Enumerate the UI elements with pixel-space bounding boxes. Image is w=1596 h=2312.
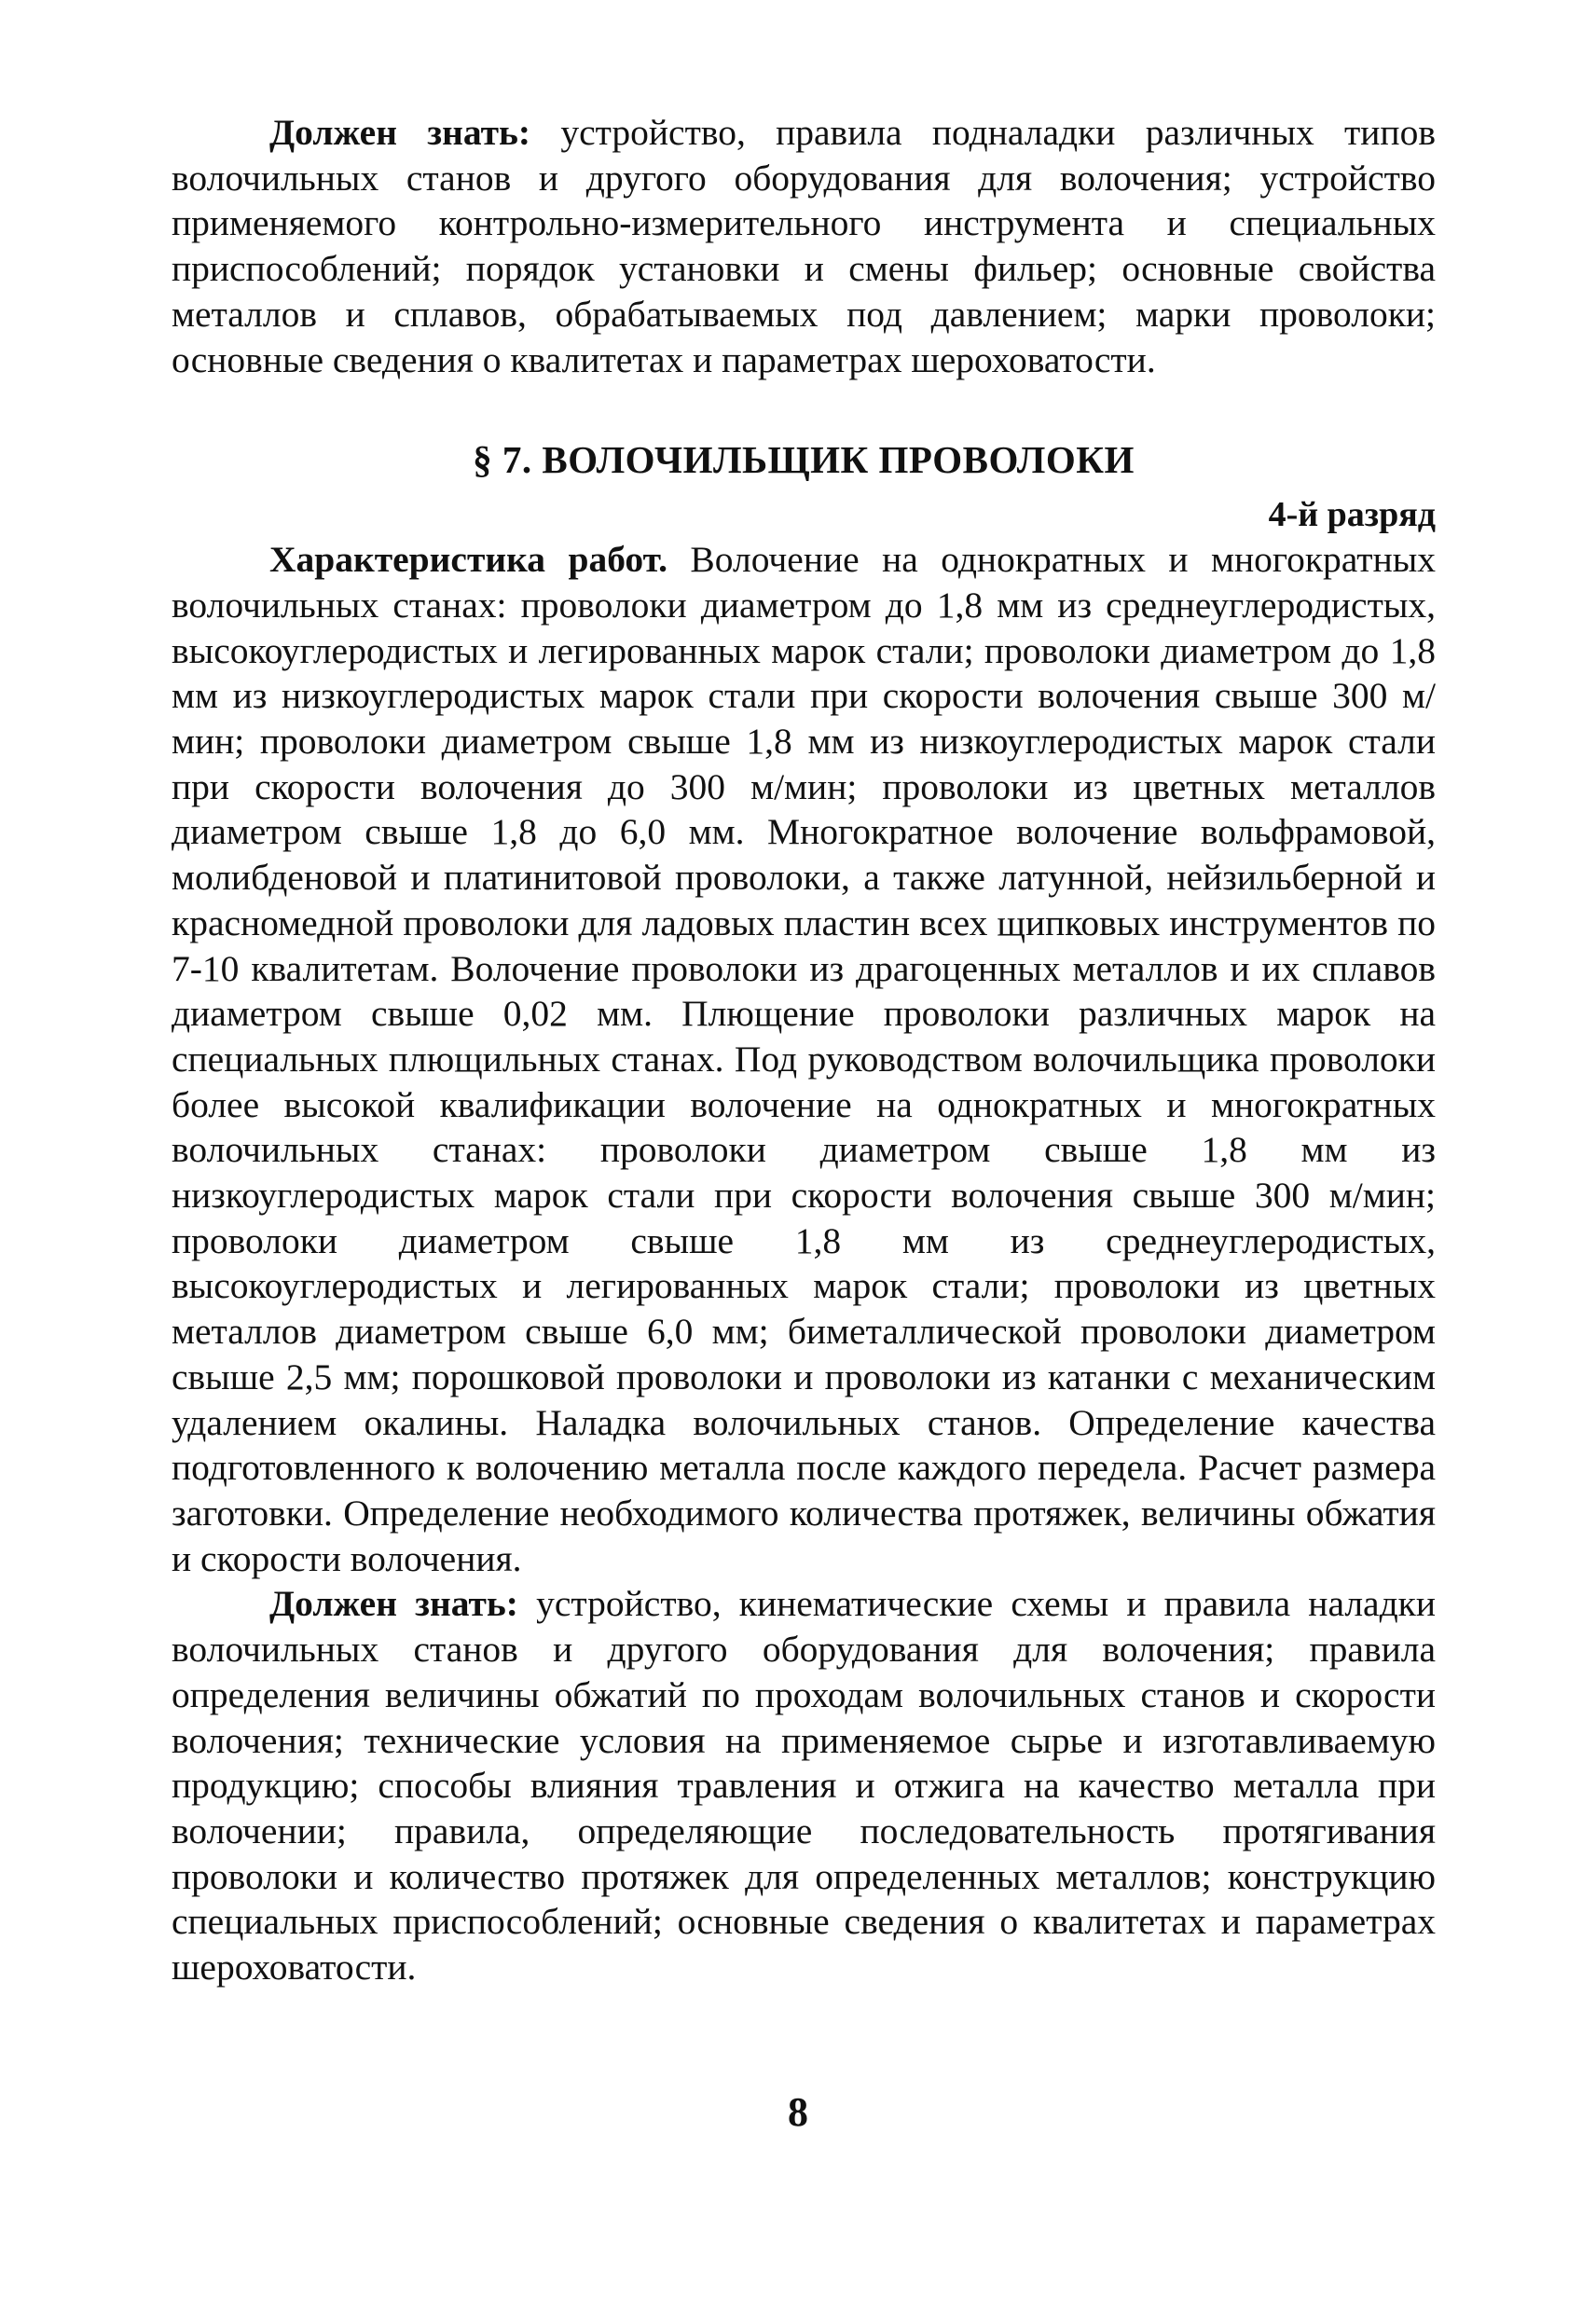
knowledge-text: устройство, кинематические схемы и правила наладки волочильных станов и другого оборудования для волочения; правила определения величины обжатий по проходам волочильных станов и скорости волочения; технические условия на применяемое сырье и изготавливаемую продукцию; способы влияния травления и отжига на качество металла при волочении; правила, определяющие последовательность протягивания проволоки и количество протяжек для определенных металлов; конструкцию специальных приспособлений; основные сведения о квалитетах и параметрах шероховатости.: [172, 1583, 1436, 1989]
knowledge-lead: Должен знать:: [269, 1583, 518, 1625]
intro-paragraph: [172, 110, 1436, 382]
characteristics-text: Волочение на однократных и многократных волочильных станах: проволоки диаметром до 1,8 мм из среднеуглеродистых, высокоуглеродистых и легированных марок стали; проволоки диаметром до 1,8 мм из низкоуглеродистых марок стали при скорости волочения свыше 300 м/мин; проволоки диаметром свыше 1,8 мм из низкоуглеродистых марок стали при скорости волочения до 300 м/мин; проволоки из цветных металлов диаметром свыше 1,8 до 6,0 мм. Многократное волочение вольфрамовой, молибденовой и платинитовой проволоки, а также латунной, нейзильберной и красномедной проволоки для ладовых пластин всех щипковых инструментов по 7-10 квалитетам. Волочение проволоки из драгоценных металлов и их сплавов диаметром свыше 0,02 мм. Плющение проволоки различных марок на специальных плющильных станах. Под руководством волочильщика проволоки более высокой квалификации волочение на однократных и многократных волочильных станах: проволоки диаметром свыше 1,8 мм из низкоуглеродистых марок стали при скорости волочения свыше 300 м/мин; проволоки диаметром свыше 1,8 мм из среднеуглеродистых, высокоуглеродистых и легированных марок стали; проволоки из цветных металлов диаметром свыше 6,0 мм; биметаллической проволоки диаметром свыше 2,5 мм; порошковой проволоки и проволоки из катанки с механическим удалением окалины. Наладка волочильных станов. Определение качества подготовленного к волочению металла после каждого передела. Расчет размера заготовки. Определение необходимого количества протяжек, величины обжатия и скорости волочения.: [172, 539, 1436, 1579]
document-page: [172, 110, 1436, 1990]
intro-lead: Должен знать:: [269, 112, 531, 153]
section-title: § 7. ВОЛОЧИЛЬЩИК ПРОВОЛОКИ: [473, 438, 1135, 482]
characteristics-lead: Характеристика работ.: [269, 539, 667, 581]
intro-text: устройство, правила подналадки различных типов волочильных станов и другого оборудования для волочения; устройство применяемого контрольно-измерительного инструмента и специальных приспособлений; порядок установки и смены фильер; основные свойства металлов и сплавов, обрабатываемых под давлением; марки проволоки; основные сведения о квалитетах и параметрах шероховатости.: [172, 112, 1436, 380]
page-number: 8: [788, 2089, 808, 2135]
knowledge-paragraph: [172, 1581, 1436, 1989]
grade-label: 4-й разряд: [1268, 495, 1436, 535]
characteristics-paragraph: [172, 537, 1436, 1581]
